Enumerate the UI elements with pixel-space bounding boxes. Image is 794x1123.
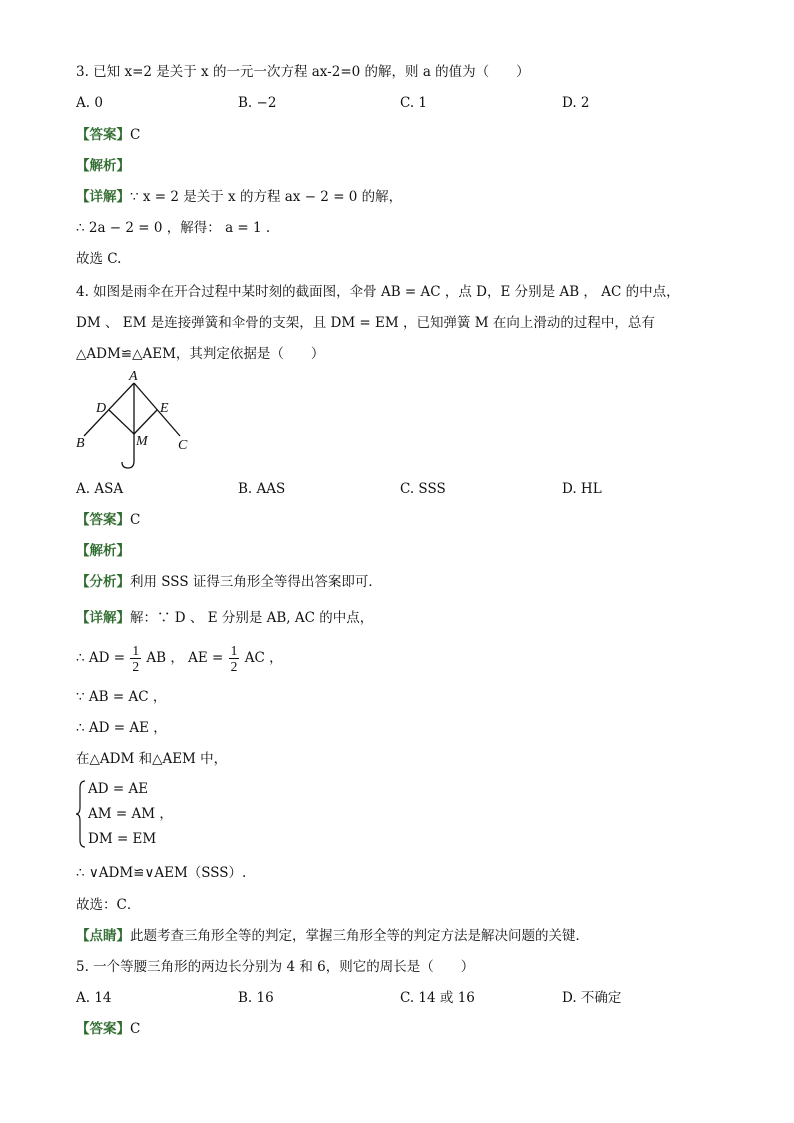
- q3-option-d: D. 2: [562, 95, 590, 111]
- q3-answer: C: [130, 127, 141, 143]
- umbrella-figure: [72, 366, 202, 476]
- q4-comment-text: 此题考查三角形全等的判定，掌握三角形全等的判定方法是解决问题的关键．: [130, 928, 589, 944]
- step2-pre: ∴ AD =: [76, 650, 126, 666]
- detail-tag: 【详解】: [76, 610, 130, 626]
- q4-detail-1: 解：∵ D 、 E 分别是 AB, AC 的中点，: [130, 610, 374, 626]
- q4-stem-3: △ADM≌△AEM，其判定依据是（ ）: [76, 346, 325, 362]
- fraction-half-a: [130, 643, 141, 674]
- q4-stem-2: DM 、 EM 是连接弹簧和伞骨的支架，且 DM = EM ，已知弹簧 M 在向上滑动的过程中，总有: [76, 315, 655, 331]
- q4-step-3: ∵ AB = AC ，: [76, 689, 167, 705]
- step2-mid: AB ， AE =: [146, 650, 224, 666]
- q4-step-2: [76, 641, 283, 675]
- q5-answer: C: [130, 1021, 141, 1037]
- fraction-half-b: [229, 643, 240, 674]
- q4-step-4: ∴ AD = AE ，: [76, 720, 167, 736]
- q5-answer-line: [76, 1020, 140, 1038]
- q5-option-d: D. 不确定: [562, 990, 622, 1006]
- step2-post: AC ，: [244, 650, 283, 666]
- q3-option-b: B. −2: [238, 95, 277, 111]
- q4-option-d: D. HL: [562, 481, 602, 497]
- q4-comment-line: [76, 927, 589, 945]
- q3-detail-2: ∴ 2a − 2 = 0 ，解得： a = 1 .: [76, 220, 271, 236]
- label-a: A: [129, 369, 138, 384]
- answer-tag: 【答案】: [76, 512, 130, 528]
- comment-tag: 【点睛】: [76, 928, 130, 944]
- fraction-numerator: 1: [132, 643, 140, 658]
- strut-em: [134, 410, 157, 434]
- system-brace: [76, 780, 86, 848]
- answer-tag: 【答案】: [76, 127, 130, 143]
- system-eq-3: DM = EM: [88, 831, 157, 847]
- label-c: C: [178, 438, 188, 453]
- q4-stem-1: 4. 如图是雨伞在开合过程中某时刻的截面图，伞骨 AB = AC ，点 D，E 分别是 AB ， AC 的中点，: [76, 284, 680, 300]
- q4-detail-line: [76, 609, 373, 627]
- q4-answer: C: [130, 512, 141, 528]
- q3-conclusion: 故选 C.: [76, 251, 122, 267]
- q5-option-a: A. 14: [76, 990, 112, 1006]
- detail-tag: 【详解】: [76, 189, 130, 205]
- umbrella-handle: [122, 461, 134, 468]
- system-eq-2: AM = AM ，: [88, 806, 173, 822]
- q4-analysis-tag: 【解析】: [76, 543, 130, 559]
- rib-ab: [84, 383, 134, 436]
- q4-option-b: B. AAS: [238, 481, 286, 497]
- q5-option-b: B. 16: [238, 990, 274, 1006]
- q4-option-a: A. ASA: [76, 481, 124, 497]
- system-eq-1: AD = AE: [88, 781, 149, 797]
- label-d: D: [96, 401, 107, 416]
- q3-detail-line: [76, 188, 402, 206]
- q3-answer-line: [76, 126, 140, 144]
- q3-option-a: A. 0: [76, 95, 103, 111]
- q3-stem: 3. 已知 x=2 是关于 x 的一元一次方程 ax-2=0 的解，则 a 的值为（ ）: [76, 64, 530, 80]
- fraction-denominator: 2: [230, 659, 238, 674]
- q4-answer-line: [76, 511, 140, 529]
- label-m: M: [136, 434, 148, 449]
- q4-step-6: ∴ ∨ADM≌∨AEM（SSS）.: [76, 865, 247, 881]
- q4-step-5: 在△ADM 和△AEM 中，: [76, 751, 228, 767]
- q5-stem: 5. 一个等腰三角形的两边长分别为 4 和 6，则它的周长是（ ）: [76, 959, 475, 975]
- strut-dm: [109, 410, 134, 434]
- q4-option-c: C. SSS: [400, 481, 446, 497]
- label-e: E: [160, 401, 169, 416]
- analysis-sub-tag: 【分析】: [76, 574, 130, 590]
- rib-ac: [134, 383, 180, 436]
- answer-tag: 【答案】: [76, 1021, 130, 1037]
- q4-conclusion: 故选：C．: [76, 897, 141, 913]
- q3-detail-1: ∵ x = 2 是关于 x 的方程 ax − 2 = 0 的解，: [130, 189, 403, 205]
- q4-analysis-line: [76, 573, 382, 591]
- q3-option-c: C. 1: [400, 95, 428, 111]
- label-b: B: [76, 436, 85, 451]
- fraction-numerator: 1: [230, 643, 238, 658]
- q5-option-c: C. 14 或 16: [400, 990, 475, 1006]
- q3-analysis-tag: 【解析】: [76, 158, 130, 174]
- fraction-denominator: 2: [132, 659, 140, 674]
- q4-analysis-text: 利用 SSS 证得三角形全等得出答案即可．: [130, 574, 382, 590]
